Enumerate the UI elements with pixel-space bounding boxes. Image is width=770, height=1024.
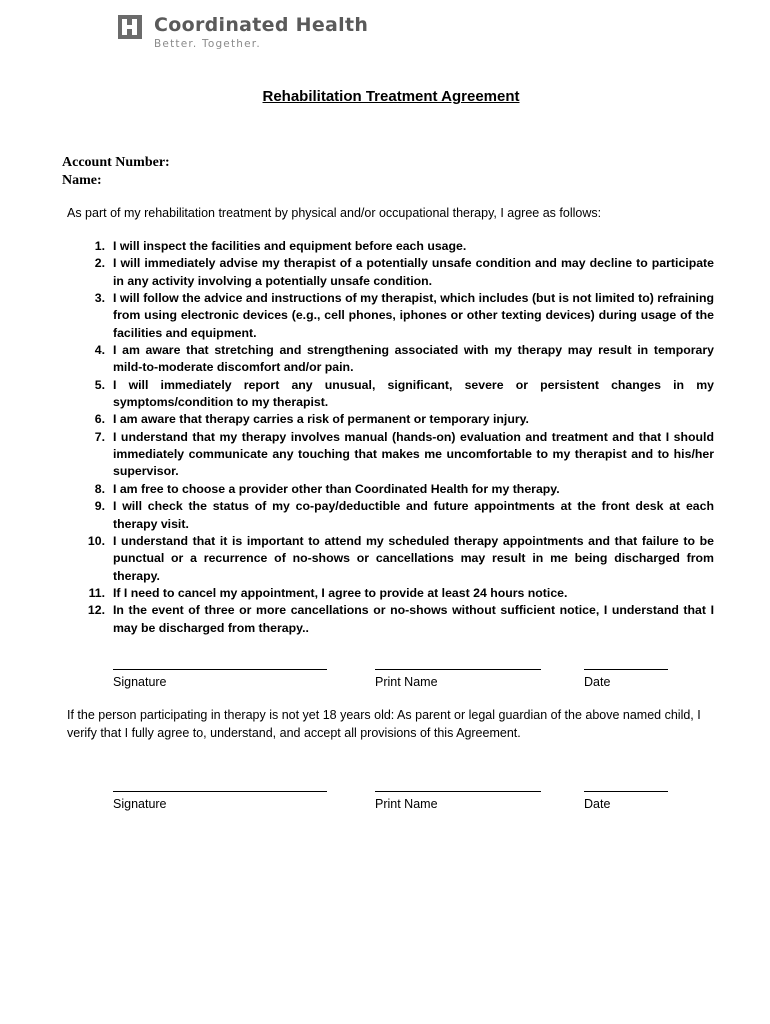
item-text: I understand that my therapy involves manual (hands-on) evaluation and treatment and that I should immediately communicate any touching that makes me uncomfortable to my therapist and to his/her supervisor. — [113, 429, 714, 479]
list-item — [72, 498, 714, 533]
date-line[interactable] — [584, 791, 668, 792]
item-number: 9. — [94, 499, 105, 514]
item-text: I will immediately advise my therapist of a potentially unsafe condition and may decline to participate in any activity involving a potentially unsafe condition. — [113, 256, 714, 288]
item-text: I am free to choose a provider other than Coordinated Health for my therapy. — [113, 481, 560, 496]
item-text: I am aware that therapy carries a risk of permanent or temporary injury. — [113, 412, 529, 427]
agreement-list — [72, 238, 714, 637]
item-text: I will immediately report any unusual, significant, severe or persistent changes in my symptoms/condition to my therapist. — [113, 377, 714, 410]
guardian-statement: If the person participating in therapy is not yet 18 years old: As parent or legal guardian of the above named child, I verify that I fully agree to, understand, and accept all provisions of this Agreement. — [67, 708, 701, 740]
print-name-line[interactable] — [375, 791, 541, 792]
item-number: 12. — [87, 603, 105, 618]
item-number: 4. — [94, 343, 105, 358]
brand-text — [154, 14, 368, 50]
list-item — [72, 290, 714, 342]
signature-label: Signature — [113, 797, 167, 811]
item-number: 6. — [94, 412, 105, 427]
list-item — [72, 533, 714, 585]
item-text: If I need to cancel my appointment, I agree to provide at least 24 hours notice. — [113, 585, 568, 600]
item-text: I will check the status of my co-pay/deductible and future appointments at the front desk at each therapy visit. — [113, 499, 714, 531]
signature-line[interactable] — [113, 669, 327, 670]
item-number: 5. — [94, 377, 105, 392]
list-item — [72, 429, 714, 481]
name-label: Name: — [62, 173, 102, 188]
item-text: I am aware that stretching and strengthening associated with my therapy may result in temporary mild-to-moderate discomfort and/or pain. — [113, 343, 714, 375]
signature-block-patient — [0, 669, 770, 709]
item-text: I will inspect the facilities and equipment before each usage. — [113, 239, 467, 253]
date-line[interactable] — [584, 669, 668, 670]
item-text: I will follow the advice and instructions of my therapist, which includes (but is not limited to) refraining from using electronic devices (e.g., cell phones, iphones or other texting devices) during usage of the facilities and equipment. — [113, 291, 714, 340]
brand-logo — [118, 14, 368, 50]
item-number: 2. — [94, 256, 105, 271]
account-fields — [62, 154, 170, 190]
print-name-label: Print Name — [375, 797, 438, 811]
signature-label: Signature — [113, 675, 167, 689]
list-item — [72, 602, 714, 637]
list-item — [72, 342, 714, 377]
intro-text: As part of my rehabilitation treatment by physical and/or occupational therapy, I agree as follows: — [67, 206, 602, 220]
brand-tagline: Better. Together. — [154, 38, 261, 50]
print-name-label: Print Name — [375, 675, 438, 689]
coordinated-health-logo-icon — [118, 15, 142, 39]
date-label: Date — [584, 797, 611, 811]
list-item — [72, 585, 714, 602]
list-item — [72, 481, 714, 498]
item-number: 10. — [87, 533, 105, 548]
signature-line[interactable] — [113, 791, 327, 792]
item-number: 8. — [94, 481, 105, 496]
document-title: Rehabilitation Treatment Agreement — [262, 88, 520, 105]
signature-block-guardian — [0, 791, 770, 831]
list-item — [72, 377, 714, 412]
item-number: 3. — [94, 291, 105, 306]
list-item — [72, 411, 714, 428]
brand-name: Coordinated Health — [154, 14, 369, 36]
list-item — [72, 238, 714, 255]
list-item — [72, 255, 714, 290]
item-number: 7. — [94, 429, 105, 444]
item-number: 11. — [88, 585, 105, 600]
item-text: I understand that it is important to attend my scheduled therapy appointments and that failure to be punctual or a recurrence of no-shows or cancellations may result in me being discharged from therapy. — [113, 533, 714, 583]
item-number: 1. — [94, 239, 105, 253]
date-label: Date — [584, 675, 611, 689]
account-number-label: Account Number: — [62, 155, 170, 170]
print-name-line[interactable] — [375, 669, 541, 670]
item-text: In the event of three or more cancellations or no-shows without sufficient notice, I understand that I may be discharged from therapy.. — [113, 603, 714, 635]
